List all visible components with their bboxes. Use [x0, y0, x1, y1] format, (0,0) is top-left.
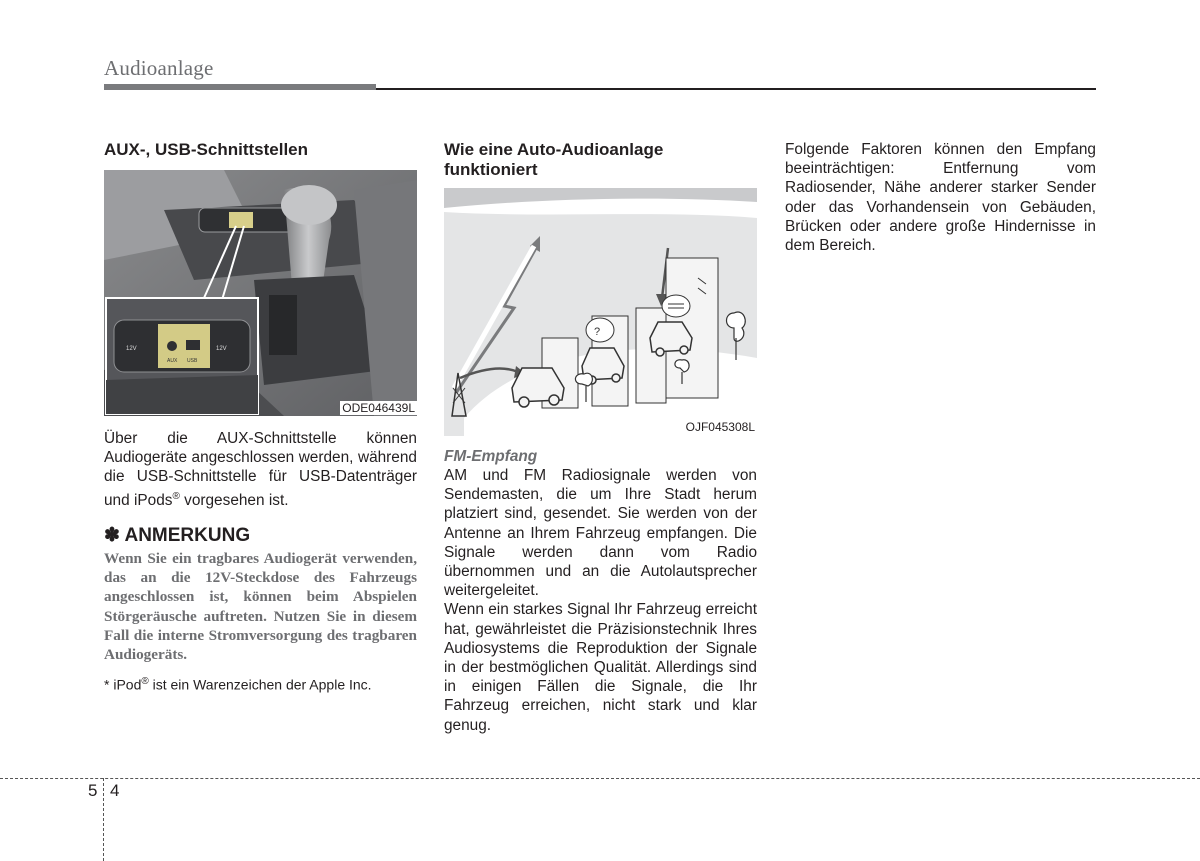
socket-label-usb: USB — [187, 358, 198, 364]
reception-factors-paragraph: Folgende Faktoren können den Empfang beeinträchtigen: Entfernung vom Radiosender, Nähe anderer starker Sender oder das Vorhandensein von Gebäuden, Brücken oder andere große Hindernisse in dem Bereich. — [785, 141, 1096, 255]
figure-code: OJF045308L — [685, 420, 755, 434]
aux-usb-paragraph: Über die AUX-Schnittstelle können Audiogeräte angeschlossen werden, während die USB-Schnittstelle für USB-Datenträger und iPods® vorgesehen ist. — [104, 430, 417, 509]
left-column — [104, 140, 417, 693]
header-rule — [376, 88, 1096, 90]
fm-paragraph-2: Wenn ein starkes Signal Ihr Fahrzeug erreicht hat, gewährleistet die Präzisionstechnik Ihres Audiosystems die Reproduktion der Signale in der bestmöglichen Qualität. Allerdings sind in einigen Fällen die Signale, die Ihr Fahrzeug erreichen, nicht stark und klar genug. — [444, 601, 757, 734]
section-title: Audioanlage — [104, 56, 214, 80]
header-bar-thick — [104, 84, 376, 90]
note-text: Wenn Sie ein tragbares Audiogerät verwenden, das an die 12V-Steckdose des Fahrzeugs angeschlossen ist, können beim Abspielen Störgeräusche auftreten. Nutzen Sie in diesem Fall die interne Stromversorgung des tragbaren Audiogeräts. — [104, 549, 417, 663]
page-number: 4 — [110, 781, 120, 800]
audio-heading: Wie eine Auto-Audioanlage funktioniert — [444, 140, 664, 179]
aux-usb-figure — [104, 170, 417, 416]
fm-heading: FM-Empfang — [444, 448, 538, 465]
footnote: * iPod® ist ein Warenzeichen der Apple Inc. — [104, 676, 372, 693]
footer-rule — [0, 778, 1200, 779]
radio-reception-figure — [444, 188, 757, 436]
console-photo — [104, 170, 417, 416]
note-heading: ✽ ANMERKUNG — [104, 524, 251, 546]
aux-usb-heading: AUX-, USB-Schnittstellen — [104, 140, 309, 159]
radio-illustration — [444, 188, 757, 436]
fm-paragraph-1: AM und FM Radiosignale werden von Sendemasten, die um Ihre Stadt herum platziert sind, gesendet. Sie werden von der Antenne an Ihrem Fahrzeug empfangen. Die Signale werden dann vom Radio übernommen und an die Autolautsprecher weitergeleitet. — [444, 467, 757, 600]
socket-label-aux: AUX — [167, 358, 178, 364]
middle-column — [444, 140, 757, 735]
chapter-number: 5 — [88, 781, 98, 800]
figure-code: ODE046439L — [342, 401, 415, 415]
socket-label-12v-left: 12V — [126, 346, 137, 352]
svg-text:?: ? — [594, 326, 601, 338]
socket-label-12v-right: 12V — [216, 346, 227, 352]
footer-divider — [103, 778, 104, 861]
right-column — [785, 140, 1096, 255]
